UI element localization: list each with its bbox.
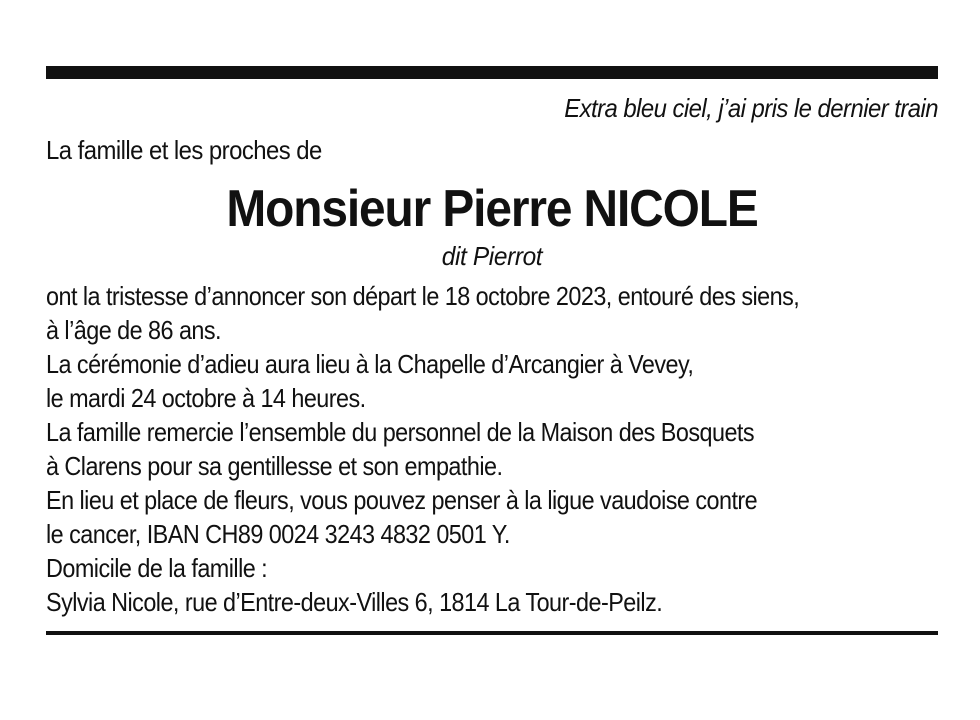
body-line: le cancer, IBAN CH89 0024 3243 4832 0501 Y. <box>46 519 510 549</box>
body-line: ont la tristesse d’annoncer son départ le 18 octobre 2023, entouré des siens, <box>46 281 800 311</box>
notice-body <box>46 279 938 619</box>
body-line: Sylvia Nicole, rue d’Entre-deux-Villes 6, 1814 La Tour-de-Peilz. <box>46 587 663 617</box>
deceased-name: Monsieur Pierre NICOLE <box>226 180 758 238</box>
body-line: La cérémonie d’adieu aura lieu à la Chapelle d’Arcangier à Vevey, <box>46 349 694 379</box>
body-line: La famille remercie l’ensemble du personnel de la Maison des Bosquets <box>46 417 755 447</box>
body-line: le mardi 24 octobre à 14 heures. <box>46 383 366 413</box>
epigraph: Extra bleu ciel, j’ai pris le dernier train <box>564 93 938 123</box>
bottom-rule <box>46 631 938 635</box>
body-line: Domicile de la famille : <box>46 553 268 583</box>
obituary-notice <box>46 66 938 635</box>
top-rule <box>46 66 938 79</box>
nickname: dit Pierrot <box>441 241 543 271</box>
intro-text: La famille et les proches de <box>46 135 322 165</box>
body-line: En lieu et place de fleurs, vous pouvez penser à la ligue vaudoise contre <box>46 485 758 515</box>
body-line: à Clarens pour sa gentillesse et son empathie. <box>46 451 503 481</box>
body-line: à l’âge de 86 ans. <box>46 315 222 345</box>
